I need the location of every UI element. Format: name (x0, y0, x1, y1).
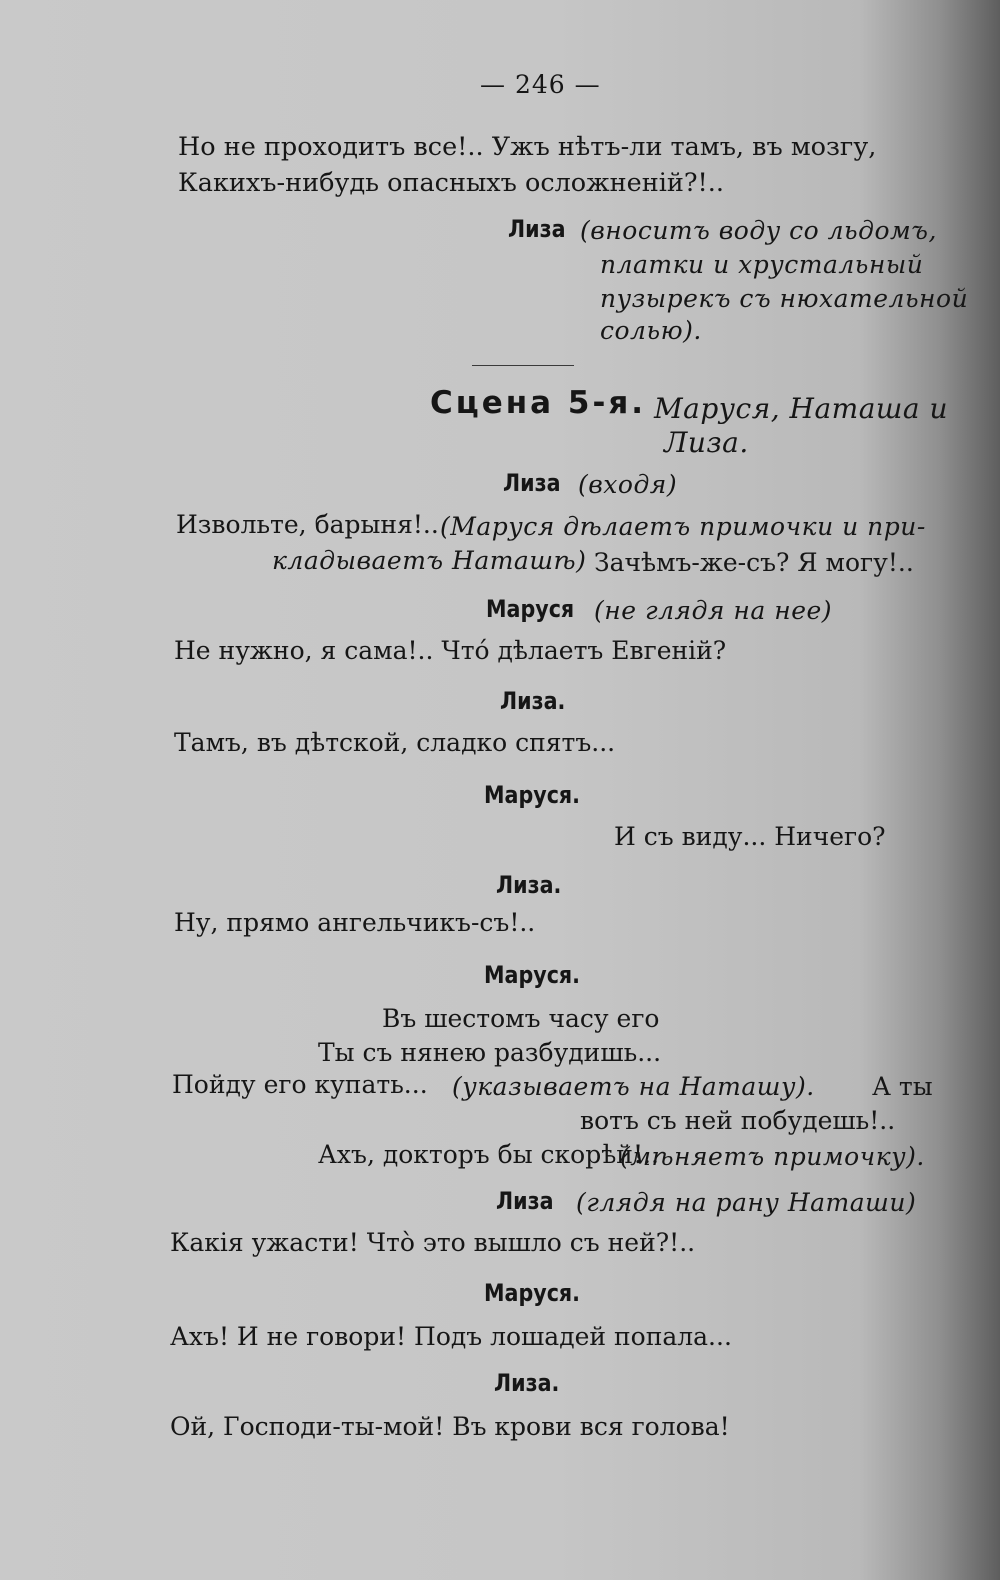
verse-line: Тамъ, въ дѣтской, сладко спятъ... (174, 728, 616, 757)
stage-direction: солью). (600, 316, 702, 345)
stage-direction: (не глядя на нее) (594, 596, 833, 625)
verse-line: Ахъ! И не говори! Подъ лошадей попала... (170, 1322, 732, 1351)
verse-line: Ахъ, докторъ бы скорѣй!.. (318, 1140, 659, 1169)
verse-line: Не нужно, я сама!.. Что́ дѣлаетъ Евгеній? (174, 636, 727, 665)
speaker-name: Лиза. (496, 871, 562, 899)
stage-direction: (Маруся дѣлаетъ примочки и при- (440, 512, 926, 541)
verse-line: вотъ съ ней побудешь!.. (580, 1106, 896, 1135)
verse-line: Какихъ-нибудь опасныхъ осложненій?!.. (178, 168, 724, 198)
section-divider (472, 365, 574, 366)
stage-direction: платки и хрустальный (600, 250, 924, 279)
scene-characters: Маруся, Наташа и (654, 392, 949, 425)
stage-direction: кладываетъ Наташѣ) (272, 546, 587, 575)
verse-line: И съ виду... Ничего? (614, 822, 886, 851)
scene-characters: Лиза. (664, 426, 749, 459)
verse-line: Какія ужасти! Что̀ это вышло съ ней?!.. (170, 1228, 696, 1257)
verse-line: Ой, Господи-ты-мой! Въ крови вся голова! (170, 1412, 730, 1441)
speaker-name: Маруся (486, 595, 575, 623)
verse-line: Ты съ нянею разбудишь... (318, 1038, 662, 1067)
stage-direction: (вноситъ воду со льдомъ, (580, 216, 937, 245)
verse-line: Въ шестомъ часу его (382, 1004, 660, 1033)
stage-direction: (указываетъ на Наташу). (452, 1072, 815, 1101)
stage-direction: пузырекъ съ нюхательной (600, 284, 969, 313)
verse-line: Пойду его купать... (172, 1070, 428, 1099)
verse-line: Зачѣмъ-же-съ? Я могу!.. (594, 548, 914, 577)
stage-direction: (глядя на рану Наташи) (576, 1188, 917, 1217)
stage-direction: (входя) (578, 470, 678, 499)
speaker-name: Лиза (503, 469, 561, 497)
speaker-name: Лиза. (494, 1369, 560, 1397)
stage-direction: (мѣняетъ примочку). (620, 1142, 925, 1171)
speaker-name: Лиза (496, 1187, 554, 1215)
verse-line: Ну, прямо ангельчикъ-съ!.. (174, 908, 536, 937)
verse-line: Извольте, барыня!.. (176, 510, 439, 539)
page-number: — 246 — (480, 70, 601, 99)
speaker-name: Маруся. (484, 961, 581, 989)
verse-line: Но не проходитъ все!.. Ужъ нѣтъ-ли тамъ, въ мозгу, (178, 132, 877, 162)
scene-heading: Сцена 5-я. (430, 385, 646, 421)
verse-line: А ты (872, 1072, 933, 1101)
speaker-name: Лиза (508, 215, 566, 243)
speaker-name: Маруся. (484, 1279, 581, 1307)
speaker-name: Маруся. (484, 781, 581, 809)
speaker-name: Лиза. (500, 687, 566, 715)
